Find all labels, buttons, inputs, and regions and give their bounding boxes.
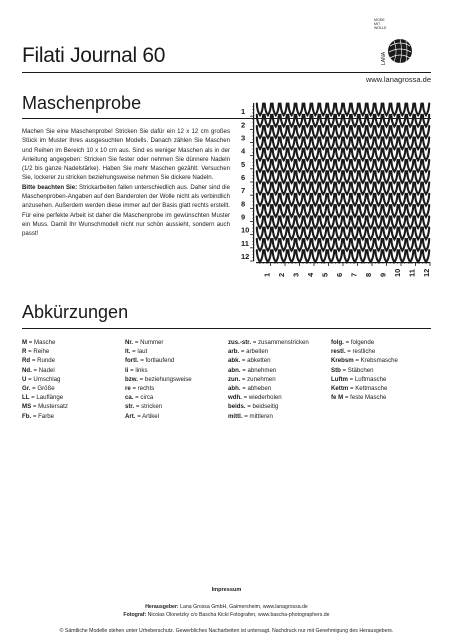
abbr-term: abn. xyxy=(228,366,241,374)
abbr-meaning: = Artikel xyxy=(135,412,160,420)
header-divider xyxy=(22,72,431,73)
abbr-meaning: = Nummer xyxy=(133,339,164,346)
abbr-term: bzw. xyxy=(125,375,138,383)
ruler-bottom-label: 3 xyxy=(291,272,301,277)
ruler-left-label: 7 xyxy=(241,186,246,196)
abbr-term: arb. xyxy=(228,348,240,356)
abbr-term: U xyxy=(22,375,27,383)
abbr-entry xyxy=(22,338,68,347)
abbr-column-4 xyxy=(331,338,398,402)
ruler-bottom-label: 2 xyxy=(277,272,286,277)
ruler-bottom-label: 12 xyxy=(422,268,431,277)
impressum-publisher: Herausgeber: Lana Grossa GmbH, Gaimersheim, www.lanagrossa.de xyxy=(145,604,308,610)
abbr-meaning: = zusammenstricken xyxy=(251,339,309,346)
abbr-term: LL xyxy=(22,394,30,402)
ruler-bottom-label: 5 xyxy=(320,272,330,277)
lana-grossa-logo xyxy=(374,18,414,66)
maschenprobe-text xyxy=(22,127,230,239)
abbr-entry xyxy=(228,393,309,402)
abbr-meaning: = beziehungsweise xyxy=(137,375,192,383)
abbr-entry xyxy=(228,356,309,365)
abbr-meaning: = mittleren xyxy=(242,412,273,420)
abbr-entry xyxy=(331,347,398,356)
abbr-entry xyxy=(125,393,192,402)
ruler-left-label: 3 xyxy=(241,133,246,143)
abbr-term: MS xyxy=(22,403,32,411)
abbr-meaning: = abheben xyxy=(240,385,272,393)
abkuerzungen-heading: Abkürzungen xyxy=(22,302,129,322)
abbr-meaning: = Mustersatz xyxy=(31,403,68,411)
stitch-pattern xyxy=(257,104,429,263)
abbr-meaning: = stricken xyxy=(134,403,163,411)
abbr-meaning: = Umschlag xyxy=(26,375,61,383)
abbr-term: zun. xyxy=(228,375,241,383)
ruler-left-label: 12 xyxy=(241,252,250,261)
abbr-entry xyxy=(125,412,192,421)
page-title: Filati Journal 60 xyxy=(22,44,166,67)
abbr-entry xyxy=(22,412,68,421)
abbr-term: restl. xyxy=(331,348,346,356)
abbr-term: Nd. xyxy=(22,366,32,374)
abbr-term: Rd xyxy=(22,357,31,365)
abbr-term: Stb xyxy=(331,366,341,374)
abbr-term: abk. xyxy=(228,357,241,365)
abbr-entry xyxy=(331,384,398,393)
ruler-bottom-label: 9 xyxy=(378,272,388,277)
abbr-meaning: = Nadel xyxy=(31,366,55,374)
abbr-term: Fb. xyxy=(22,412,32,420)
abbr-term: Kettm xyxy=(331,385,349,393)
ruler-bottom-label: 10 xyxy=(393,268,402,277)
abkuerzungen-divider xyxy=(22,328,431,329)
ruler-left xyxy=(241,103,254,261)
abbr-meaning: = Farbe xyxy=(31,412,55,420)
abbr-term: zus.-str. xyxy=(228,339,252,346)
abbr-term: beids. xyxy=(228,403,246,411)
abbr-entry xyxy=(228,375,309,384)
maschenprobe-paragraph-1: Machen Sie eine Maschenprobe! Stricken Sie dafür ein 12 x 12 cm großes Stück im Muster Ihres ausgesuchten Modells. Danach zählen Sie Maschen und Reihen im Bereich 10 x 10 cm aus. Sind es weniger Maschen als in der Anleitung angegeben: Stricken Sie fester oder nehmen Sie dünnere Nadeln (1/2 bis ganze Nadelstärke). Haben Sie mehr Maschen gezählt: Versuchen Sie, lockerer zu stricken beziehungsweise nehmen Sie dickere Nadeln. xyxy=(22,128,230,182)
abbr-term: Nr. xyxy=(125,339,134,346)
abbr-entry xyxy=(228,347,309,356)
ruler-bottom xyxy=(256,262,431,277)
ruler-left-label: 6 xyxy=(241,173,246,182)
abbr-column-2 xyxy=(125,338,192,421)
abbr-entry xyxy=(125,366,192,375)
abbr-term: li xyxy=(125,366,129,374)
abbr-term: fe M xyxy=(331,394,344,402)
abbr-entry xyxy=(331,375,398,384)
abbr-meaning: = abketten xyxy=(240,357,271,365)
abbr-entry xyxy=(125,384,192,393)
abbr-meaning: = laut xyxy=(130,348,148,356)
abbr-entry xyxy=(22,393,68,402)
abbr-meaning: = Masche xyxy=(27,339,56,346)
abbr-entry xyxy=(22,402,68,411)
abbr-term: lt. xyxy=(125,348,131,356)
abbr-meaning: = fortlaufend xyxy=(138,357,175,365)
abbr-meaning: = Reihe xyxy=(26,348,50,356)
ruler-bottom-label: 11 xyxy=(407,269,417,277)
maschenprobe-heading: Maschenprobe xyxy=(22,93,142,113)
abbr-term: re xyxy=(125,385,131,393)
abbr-term: ca. xyxy=(125,394,134,402)
ruler-left-label: 10 xyxy=(241,225,250,235)
abbr-term: str. xyxy=(125,403,135,411)
knitting-gauge-swatch xyxy=(240,101,432,277)
abbr-entry xyxy=(228,366,309,375)
website-url[interactable]: www.lanagrossa.de xyxy=(365,75,431,84)
maschenprobe-paragraph-2: Bitte beachten Sie: Strickarbeiten fallen unterschiedlich aus. Daher sind die Maschenproben-Angaben auf den Banderolen der Wolle nicht als verbindlich anzusehen. Außerdem werden diese immer auf der Basis glatt rechts erstellt. Für eine perfekte Arbeit ist daher die Maschenprobe im gewünschten Muster ein Muss. Damit Ihr Wunschmodell nicht nur schön aussieht, sondern auch passt! xyxy=(22,183,231,238)
abbr-entry xyxy=(228,384,309,393)
abbr-meaning: = Krebsmasche xyxy=(353,357,398,365)
abbr-meaning: = links xyxy=(128,366,148,374)
abbr-entry xyxy=(228,412,309,421)
abbr-term: R xyxy=(22,348,27,356)
copyright-notice: © Sämtliche Modelle stehen unter Urheberschutz. Gewerbliches Nacharbeiten ist untersagt. Nachdruck nur mit Genehmigung des Herausgebers. xyxy=(59,628,394,634)
abbr-column-1 xyxy=(22,338,68,421)
abbr-entry xyxy=(228,402,309,411)
ruler-left-label: 11 xyxy=(241,238,249,248)
notice-label: Bitte beachten Sie: xyxy=(22,183,78,191)
abbr-entry xyxy=(125,375,192,384)
abbr-entry xyxy=(125,402,192,411)
abbr-column-3 xyxy=(228,338,309,421)
abbr-entry xyxy=(22,347,68,356)
abbr-meaning: = Kettmasche xyxy=(348,385,388,393)
abbr-meaning: = Runde xyxy=(30,357,56,365)
impressum-photographer: Fotograf: Nicolas Olonetzky c/o Bascha Kicki Fotografen, www.bascha-photographers.de xyxy=(123,612,330,618)
abbr-entry xyxy=(331,338,398,347)
ruler-left-label: 9 xyxy=(241,212,246,222)
ruler-left-label: 5 xyxy=(241,159,246,169)
svg-text:LANA: LANA xyxy=(381,51,387,65)
abbr-meaning: = circa xyxy=(133,394,154,402)
ruler-bottom-label: 8 xyxy=(364,272,373,277)
abbr-meaning: = feste Masche xyxy=(343,394,387,402)
abbr-meaning: = arbeiten xyxy=(239,348,269,356)
abbr-entry xyxy=(331,366,398,375)
impressum-heading: Impressum xyxy=(211,587,242,593)
abbr-term: mittl. xyxy=(228,412,243,420)
abbr-term: Art. xyxy=(125,412,136,420)
abbr-meaning: = Stäbchen xyxy=(340,366,374,374)
ruler-left-label: 2 xyxy=(241,120,246,130)
abbr-term: folg. xyxy=(331,339,344,346)
abbr-term: Krebsm xyxy=(331,357,354,365)
abbr-entry xyxy=(331,393,398,402)
abbr-meaning: = beidseitig xyxy=(245,403,279,411)
abbr-meaning: = Lauflänge xyxy=(29,394,64,402)
logo-ball-icon xyxy=(382,32,412,66)
abbr-term: wdh. xyxy=(228,394,242,402)
ruler-bottom-label: 6 xyxy=(335,272,344,277)
abbr-entry xyxy=(22,375,68,384)
abbr-meaning: = abnehmen xyxy=(240,366,277,374)
abbr-term: M xyxy=(22,339,28,346)
abbr-meaning: = restliche xyxy=(345,348,376,356)
abbr-meaning: = Größe xyxy=(30,385,55,393)
abbr-entry xyxy=(125,338,192,347)
abbr-entry xyxy=(331,356,398,365)
ruler-bottom-label: 7 xyxy=(349,272,359,277)
ruler-bottom-label: 1 xyxy=(262,272,272,277)
logo-tagline: MODE MIT WOLLE xyxy=(374,18,387,30)
abbr-entry xyxy=(125,347,192,356)
abbr-term: abh. xyxy=(228,385,241,393)
abbr-meaning: = zunehmen xyxy=(240,375,276,383)
ruler-bottom-label: 4 xyxy=(306,272,315,277)
abbr-term: Gr. xyxy=(22,385,31,393)
abbr-entry xyxy=(22,366,68,375)
abbr-meaning: = Luftmasche xyxy=(347,375,387,383)
ruler-left-label: 4 xyxy=(241,146,246,156)
abbr-term: fortl. xyxy=(125,357,139,365)
abbr-term: Luftm xyxy=(331,375,348,383)
ruler-left-label: 8 xyxy=(241,199,246,209)
abbr-meaning: = rechts xyxy=(130,385,155,393)
ruler-left-label: 1 xyxy=(241,107,246,117)
abbr-entry xyxy=(22,356,68,365)
abbr-entry xyxy=(228,338,309,347)
abbr-meaning: = wiederholen xyxy=(241,394,282,402)
abbr-entry xyxy=(22,384,68,393)
abbr-meaning: = folgende xyxy=(343,339,375,346)
abbr-entry xyxy=(125,356,192,365)
